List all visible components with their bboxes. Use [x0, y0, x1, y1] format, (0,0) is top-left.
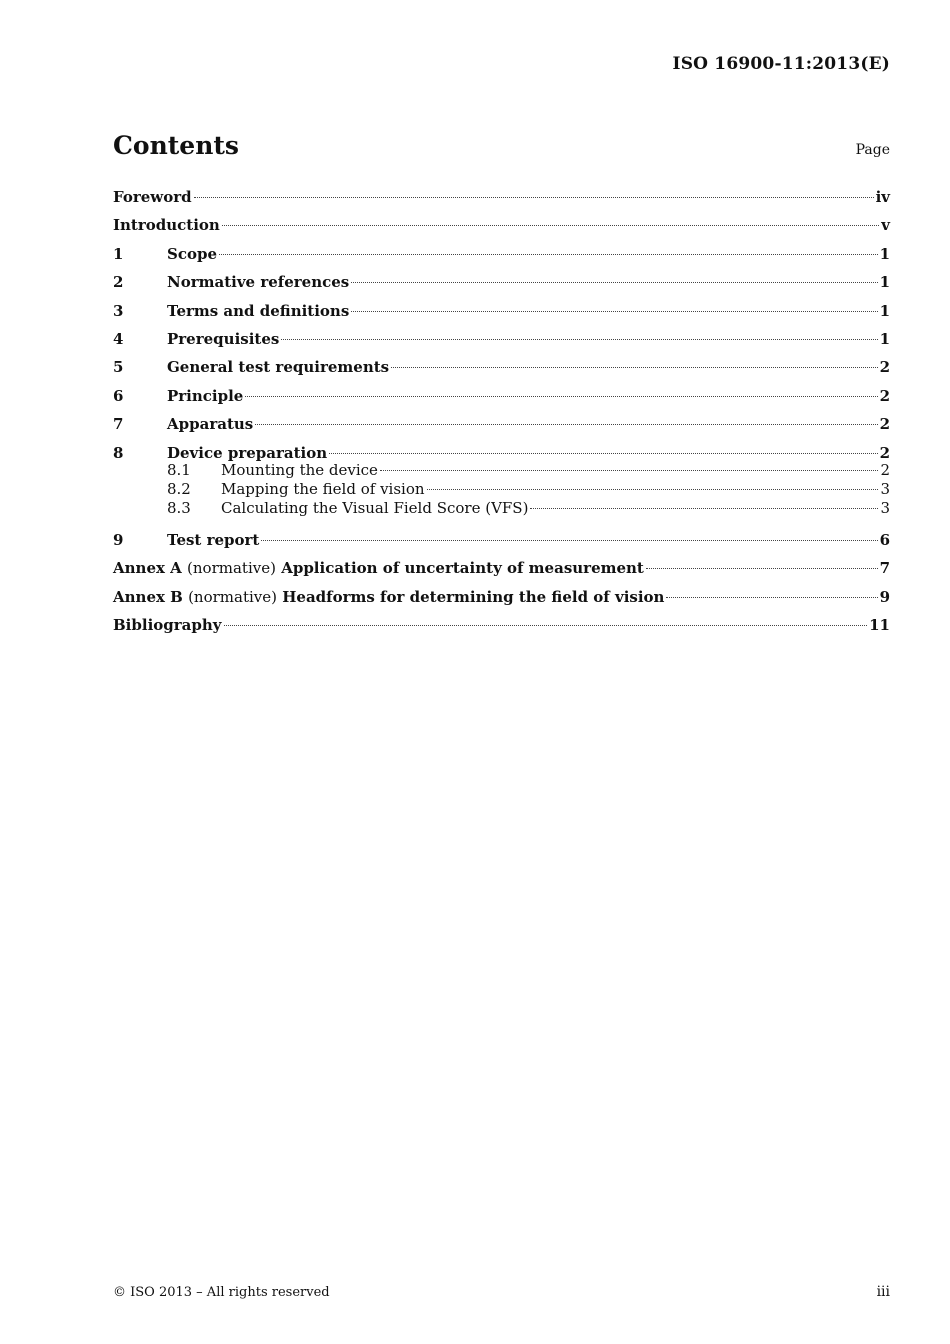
toc-entry-bibliography[interactable]	[113, 613, 890, 641]
annex-prefix: Annex B	[113, 587, 183, 606]
dot-leader	[427, 489, 879, 490]
annex-title: Headforms for determining the field of vision	[282, 587, 665, 606]
toc-label: Introduction	[113, 216, 220, 235]
toc-page: 2	[880, 460, 890, 479]
dot-leader	[329, 453, 877, 454]
annex-type: (normative)	[188, 587, 277, 606]
toc-subentry-calculating-vfs[interactable]	[113, 499, 890, 528]
toc-entry-scope[interactable]	[113, 242, 890, 270]
table-of-contents	[113, 185, 890, 641]
annex-prefix: Annex A	[113, 559, 182, 578]
toc-number: 7	[113, 415, 124, 434]
dot-leader	[224, 625, 868, 626]
dot-leader	[351, 282, 877, 283]
toc-page: 1	[879, 301, 890, 320]
dot-leader	[646, 568, 878, 569]
toc-entry-foreword[interactable]	[113, 185, 890, 213]
toc-number: 4	[113, 329, 124, 348]
copyright-notice: © ISO 2013 – All rights reserved	[113, 1285, 330, 1300]
toc-number: 8.2	[167, 479, 191, 498]
toc-page: 7	[879, 559, 890, 578]
toc-number: 8.1	[167, 460, 191, 479]
annex-type: (normative)	[187, 559, 276, 578]
toc-entry-introduction[interactable]	[113, 213, 890, 241]
toc-page: 3	[880, 498, 890, 517]
toc-number: 8.3	[167, 498, 191, 517]
dot-leader	[219, 254, 878, 255]
dot-leader	[666, 597, 877, 598]
toc-label	[113, 556, 644, 580]
dot-leader	[194, 197, 874, 198]
toc-number: 9	[113, 530, 124, 549]
toc-page: 2	[879, 443, 890, 462]
dot-leader	[222, 225, 879, 226]
dot-leader	[281, 339, 877, 340]
dot-leader	[255, 424, 877, 425]
toc-label: Mapping the field of vision	[221, 479, 425, 498]
contents-title: Contents	[113, 131, 240, 160]
toc-entry-annex-a[interactable]	[113, 556, 890, 584]
toc-number: 8	[113, 443, 124, 462]
toc-entry-test-report[interactable]	[113, 528, 890, 556]
document-id: ISO 16900-11:2013(E)	[672, 54, 890, 74]
toc-page: 2	[879, 415, 890, 434]
toc-page: 2	[879, 386, 890, 405]
dot-leader	[351, 311, 877, 312]
dot-leader	[380, 470, 879, 471]
toc-label: Scope	[167, 244, 218, 263]
toc-page: iv	[875, 188, 890, 206]
toc-page: v	[881, 216, 890, 235]
toc-label: Normative references	[167, 273, 350, 292]
toc-page: 9	[879, 587, 890, 606]
toc-subentry-mapping-field-of-vision[interactable]	[113, 480, 890, 499]
toc-number: 2	[113, 273, 124, 292]
toc-label	[113, 585, 664, 609]
toc-label: Terms and definitions	[167, 301, 350, 320]
toc-page: 3	[880, 479, 890, 498]
toc-page: 2	[879, 358, 890, 377]
toc-page: 11	[869, 616, 890, 635]
toc-number: 3	[113, 301, 124, 320]
toc-page: 1	[879, 329, 890, 348]
toc-label: Prerequisites	[167, 329, 280, 348]
toc-entry-apparatus[interactable]	[113, 412, 890, 440]
toc-page: 1	[879, 244, 890, 263]
dot-leader	[245, 396, 877, 397]
toc-label: Bibliography	[113, 616, 222, 635]
toc-number: 6	[113, 386, 124, 405]
toc-subentry-mounting-the-device[interactable]	[113, 461, 890, 480]
toc-entry-principle[interactable]	[113, 384, 890, 412]
toc-entry-normative-references[interactable]	[113, 270, 890, 298]
dot-leader	[391, 367, 877, 368]
toc-number: 1	[113, 244, 124, 263]
toc-label: General test requirements	[167, 358, 390, 377]
toc-label: Foreword	[113, 188, 192, 206]
toc-label: Test report	[167, 530, 260, 549]
toc-entry-prerequisites[interactable]	[113, 327, 890, 355]
toc-number: 5	[113, 358, 124, 377]
annex-title: Application of uncertainty of measurement	[281, 559, 644, 578]
toc-entry-general-test-requirements[interactable]	[113, 355, 890, 383]
toc-entry-device-preparation[interactable]	[113, 441, 890, 461]
toc-entry-terms-and-definitions[interactable]	[113, 299, 890, 327]
page-column-label: Page	[855, 142, 890, 158]
toc-label: Apparatus	[167, 415, 254, 434]
dot-leader	[261, 540, 877, 541]
toc-page: 6	[879, 530, 890, 549]
toc-label: Principle	[167, 386, 244, 405]
toc-page: 1	[879, 273, 890, 292]
page-number: iii	[876, 1284, 890, 1300]
toc-label: Calculating the Visual Field Score (VFS)	[221, 498, 529, 517]
toc-label: Device preparation	[167, 443, 328, 462]
dot-leader	[530, 508, 878, 509]
toc-entry-annex-b[interactable]	[113, 585, 890, 613]
toc-label: Mounting the device	[221, 460, 378, 479]
